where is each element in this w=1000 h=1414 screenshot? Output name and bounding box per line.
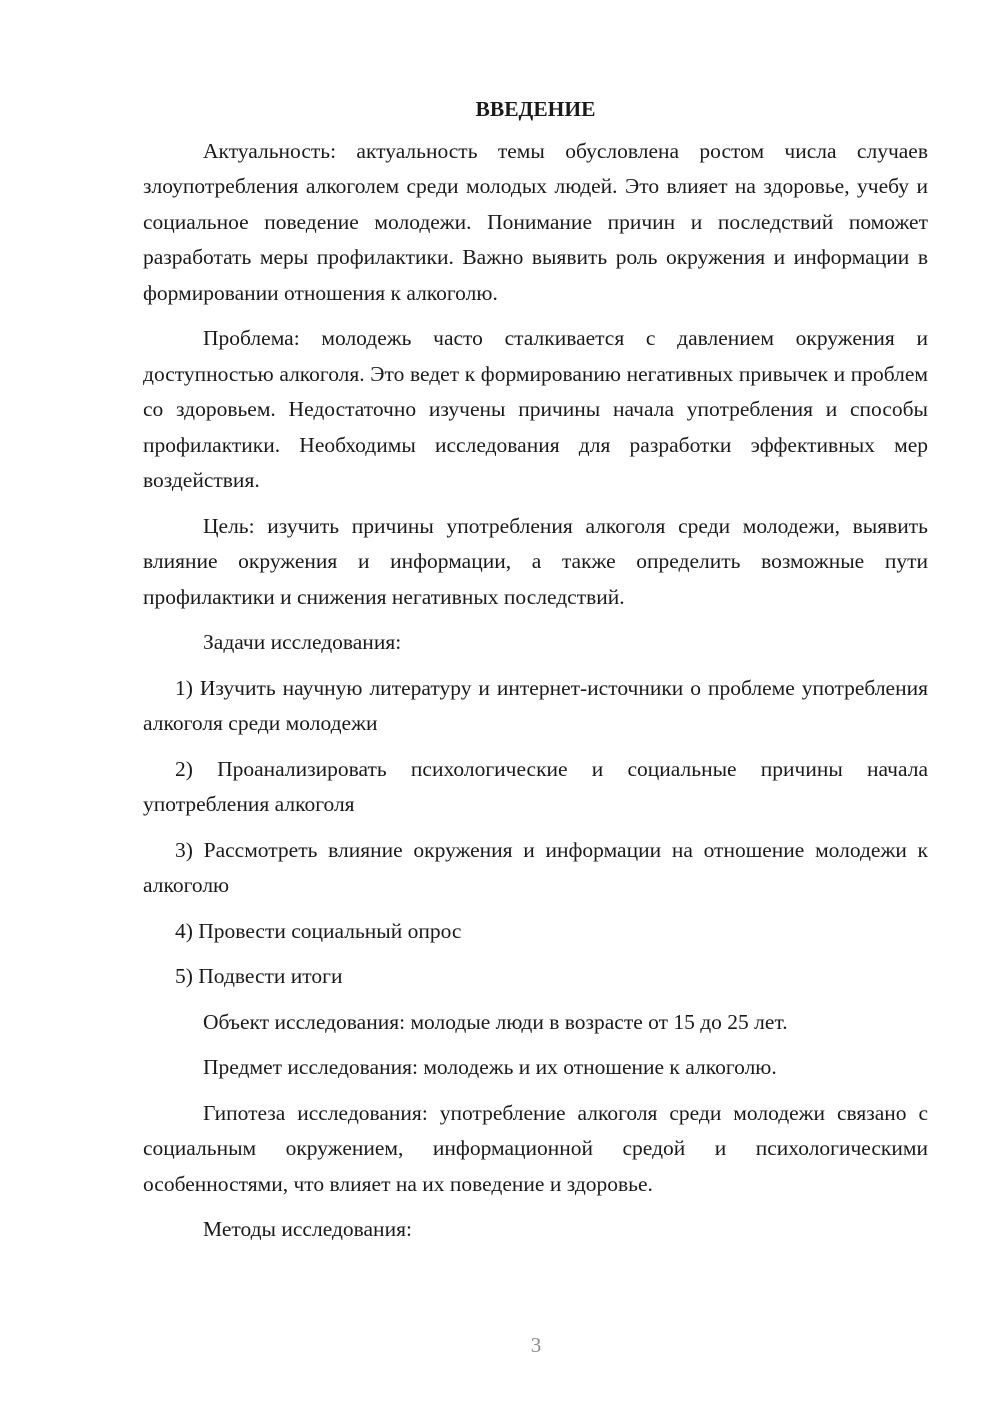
task-item-4: 4) Провести социальный опрос <box>175 918 462 943</box>
page-content <box>143 92 928 1258</box>
task-item-1: 1) Изучить научную литературу и интернет-источники о проблеме употребления алкоголя среди молодежи <box>143 675 928 735</box>
object-paragraph: Объект исследования: молодые люди в возрасте от 15 до 25 лет. <box>203 1009 788 1034</box>
task-item-3: 3) Рассмотреть влияние окружения и информации на отношение молодежи к алкоголю <box>143 837 928 897</box>
relevance-paragraph: Актуальность: актуальность темы обусловлена ростом числа случаев злоупотребления алкоголем среди молодых людей. Это влияет на здоровье, учебу и социальное поведение молодежи. Понимание причин и последствий поможет разработать меры профилактики. Важно выявить роль окружения и информации в формировании отношения к алкоголю. <box>143 138 928 305</box>
task-item-2: 2) Проанализировать психологические и социальные причины начала употребления алкоголя <box>143 756 928 816</box>
goal-paragraph: Цель: изучить причины употребления алкоголя среди молодежи, выявить влияние окружения и информации, а также определить возможные пути профилактики и снижения негативных последствий. <box>143 513 928 609</box>
page-title: ВВЕДЕНИЕ <box>475 97 596 121</box>
hypothesis-paragraph: Гипотеза исследования: употребление алкоголя среди молодежи связано с социальным окружением, информационной средой и психологическими особенностями, что влияет на их поведение и здоровье. <box>143 1100 928 1196</box>
methods-heading: Методы исследования: <box>203 1217 412 1241</box>
tasks-heading: Задачи исследования: <box>203 630 402 654</box>
problem-paragraph: Проблема: молодежь часто сталкивается с давлением окружения и доступностью алкоголя. Это ведет к формированию негативных привычек и проблем со здоровьем. Недостаточно изучены причины начала употребления и способы профилактики. Необходимы исследования для разработки эффективных мер воздействия. <box>143 326 928 492</box>
subject-paragraph: Предмет исследования: молодежь и их отношение к алкоголю. <box>203 1055 777 1079</box>
task-item-5: 5) Подвести итоги <box>175 964 343 988</box>
page-number: 3 <box>530 1333 542 1357</box>
